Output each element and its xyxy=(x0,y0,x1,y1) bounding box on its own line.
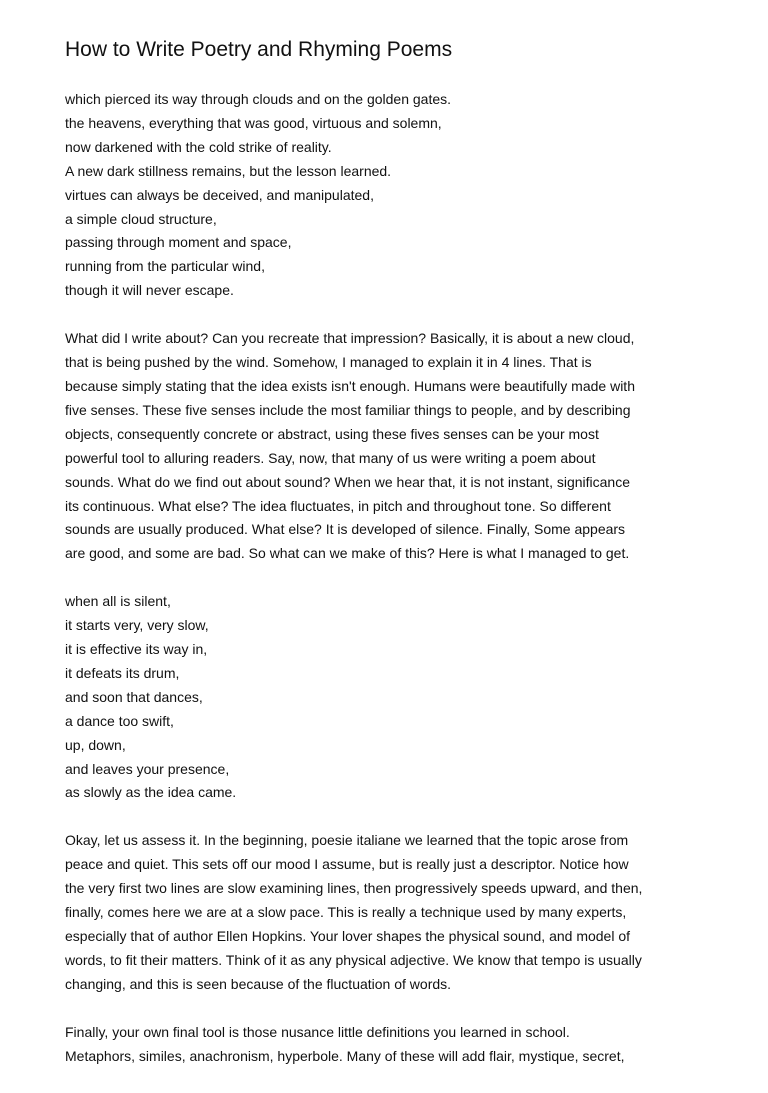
text-line: when all is silent, xyxy=(65,593,171,610)
text-line: peace and quiet. This sets off our mood I assume, but is really just a descriptor. Notice how xyxy=(65,856,629,873)
text-line: Finally, your own final tool is those nusance little definitions you learned in school. xyxy=(65,1023,570,1040)
text-line: powerful tool to alluring readers. Say, now, that many of us were writing a poem about xyxy=(65,449,596,466)
text-line: it defeats its drum, xyxy=(65,664,180,681)
text-line: finally, comes here we are at a slow pace. This is really a technique used by many experts, xyxy=(65,904,627,921)
text-line: as slowly as the idea came. xyxy=(65,784,237,801)
text-line: Metaphors, similes, anachronism, hyperbole. Many of these will add flair, mystique, secret, xyxy=(65,1047,625,1064)
text-line: that is being pushed by the wind. Somehow, I managed to explain it in 4 lines. That is xyxy=(65,354,592,371)
text-line: objects, consequently concrete or abstract, using these fives senses can be your most xyxy=(65,425,599,442)
text-line: Okay, let us assess it. In the beginning, poesie italiane we learned that the topic arose from xyxy=(65,832,629,849)
text-line: What did I write about? Can you recreate that impression? Basically, it is about a new cloud, xyxy=(65,330,635,347)
text-line: and leaves your presence, xyxy=(65,760,230,777)
text-line: though it will never escape. xyxy=(65,282,234,299)
paragraph-senses xyxy=(65,327,715,566)
text-line: a dance too swift, xyxy=(65,712,174,729)
text-line: the very first two lines are slow examining lines, then progressively speeds upward, and then, xyxy=(65,880,643,897)
text-line: especially that of author Ellen Hopkins. Your lover shapes the physical sound, and model of xyxy=(65,928,631,944)
text-line: now darkened with the cold strike of reality. xyxy=(65,138,332,155)
text-line: are good, and some are bad. So what can we make of this? Here is what I managed to get. xyxy=(65,545,630,562)
text-line: a simple cloud structure, xyxy=(65,210,217,227)
document-page xyxy=(65,36,715,1093)
text-line: sounds are usually produced. What else? It is developed of silence. Finally, Some appears xyxy=(65,521,626,538)
text-line: and soon that dances, xyxy=(65,688,203,705)
text-line: A new dark stillness remains, but the lesson learned. xyxy=(65,162,392,179)
poem-excerpt-clouds xyxy=(65,88,715,303)
text-line: it is effective its way in, xyxy=(65,641,208,658)
text-line: its continuous. What else? The idea fluctuates, in pitch and throughout tone. So different xyxy=(65,497,611,514)
poem-excerpt-silence xyxy=(65,590,715,805)
text-line: sounds. What do we find out about sound? When we hear that, it is not instant, significance xyxy=(65,473,631,490)
text-line: virtues can always be deceived, and manipulated, xyxy=(65,186,374,203)
text-line: which pierced its way through clouds and on the golden gates. xyxy=(65,91,452,107)
text-line: it starts very, very slow, xyxy=(65,617,209,634)
page-title: How to Write Poetry and Rhyming Poems xyxy=(65,38,453,61)
text-line: because simply stating that the idea exists isn't enough. Humans were beautifully made with xyxy=(65,377,635,394)
paragraph-final-tool xyxy=(65,1021,715,1069)
text-line: up, down, xyxy=(65,736,126,753)
text-line: passing through moment and space, xyxy=(65,234,292,251)
paragraph-assessment xyxy=(65,829,715,996)
text-line: words, to fit their matters. Think of it as any physical adjective. We know that tempo is usually xyxy=(65,951,642,968)
text-line: running from the particular wind, xyxy=(65,258,265,275)
text-line: five senses. These five senses include the most familiar things to people, and by describing xyxy=(65,401,631,418)
text-line: the heavens, everything that was good, virtuous and solemn, xyxy=(65,114,442,131)
text-line: changing, and this is seen because of the fluctuation of words. xyxy=(65,975,452,992)
